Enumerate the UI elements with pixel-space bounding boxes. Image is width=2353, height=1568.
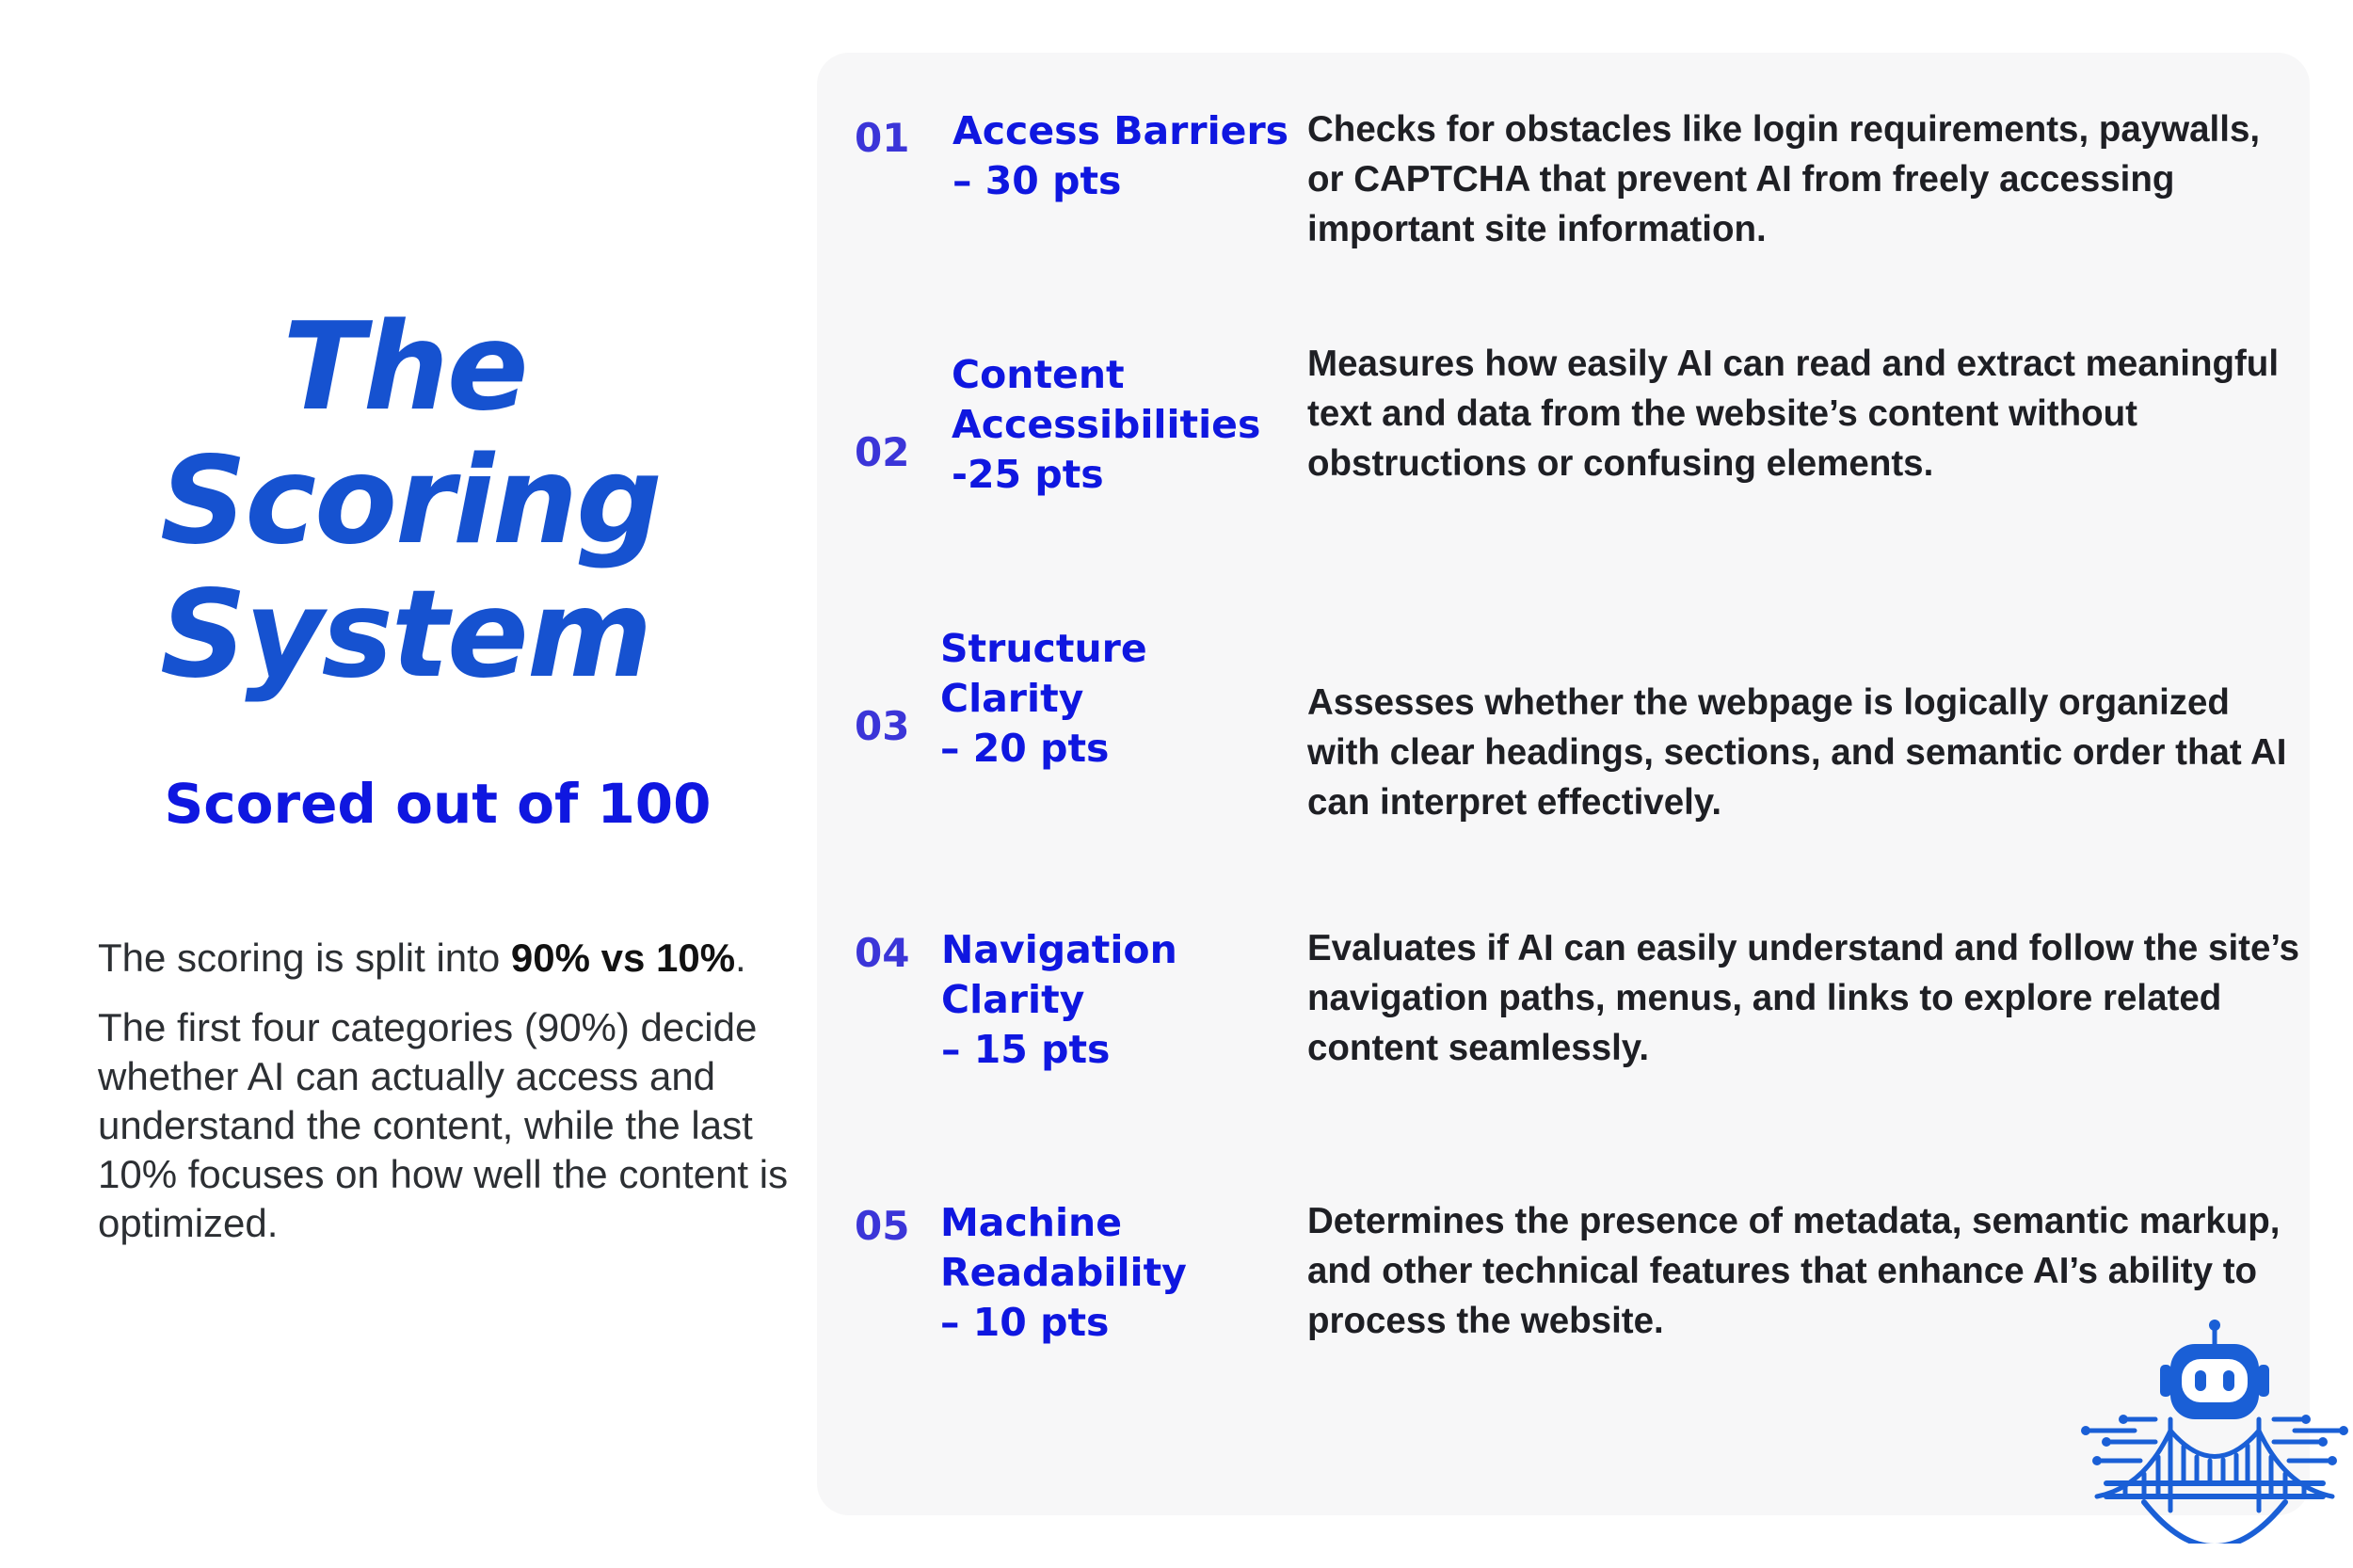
category-name: [940, 1198, 1279, 1348]
category-number: 05: [855, 1203, 910, 1249]
category-number: 03: [855, 703, 910, 749]
category-name-line: Content: [952, 352, 1125, 397]
category-number: 02: [855, 429, 910, 475]
split-prefix: The scoring is split into: [98, 936, 511, 980]
page-subtitle: Scored out of 100: [164, 772, 712, 836]
split-summary: [98, 934, 794, 983]
intro-column: [0, 0, 809, 1568]
category-points: – 20 pts: [940, 726, 1110, 771]
category-description: Checks for obstacles like login requirements, paywalls, or CAPTCHA that prevent AI from freely accessing important site information.: [1307, 109, 2261, 249]
category-description: Assesses whether the webpage is logically organized with clear headings, sections, and semantic order that AI can interpret effectively.: [1307, 682, 2287, 823]
category-points: – 30 pts: [952, 158, 1122, 203]
category-points: -25 pts: [952, 452, 1104, 497]
intro-paragraph: The first four categories (90%) decide whether AI can actually access and understand the content, while the last 10% focuses on how well the content is optimized.: [98, 1005, 789, 1245]
category-name: [952, 350, 1290, 500]
category-description: Evaluates if AI can easily understand and follow the site’s navigation paths, menus, and links to explore related content seamlessly.: [1307, 928, 2300, 1068]
page-title: [160, 297, 661, 705]
category-description: Determines the presence of metadata, semantic markup, and other technical features that enhance AI’s ability to process the website.: [1307, 1201, 2281, 1341]
category-description: Measures how easily AI can read and extract meaningful text and data from the website’s content without obstructions or confusing elements.: [1307, 344, 2280, 484]
category-points: – 15 pts: [941, 1027, 1111, 1072]
title-line: System: [160, 565, 651, 705]
title-line: The: [282, 297, 527, 438]
title-line: Scoring: [160, 431, 661, 571]
category-name-line: Clarity: [940, 676, 1084, 721]
split-ratio: 90% vs 10%: [510, 936, 736, 980]
split-suffix: .: [735, 936, 746, 980]
intro-description: [98, 934, 794, 1269]
category-name-line: Clarity: [941, 977, 1085, 1022]
robot-bridge-logo-icon: [2078, 1318, 2351, 1544]
category-name-line: Accessibilities: [952, 402, 1261, 447]
category-name-line: Access Barriers: [952, 108, 1289, 153]
category-name: [940, 624, 1279, 774]
category-name-line: Structure: [940, 626, 1147, 671]
category-name-line: Machine: [940, 1200, 1123, 1245]
category-points: – 10 pts: [940, 1300, 1110, 1345]
category-number: 04: [855, 930, 910, 976]
categories-panel: [817, 53, 2310, 1515]
category-name: [941, 925, 1280, 1075]
category-name-line: Navigation: [941, 927, 1177, 972]
category-name-line: Readability: [940, 1250, 1187, 1295]
category-name: [952, 106, 1291, 206]
category-number: 01: [855, 115, 910, 161]
